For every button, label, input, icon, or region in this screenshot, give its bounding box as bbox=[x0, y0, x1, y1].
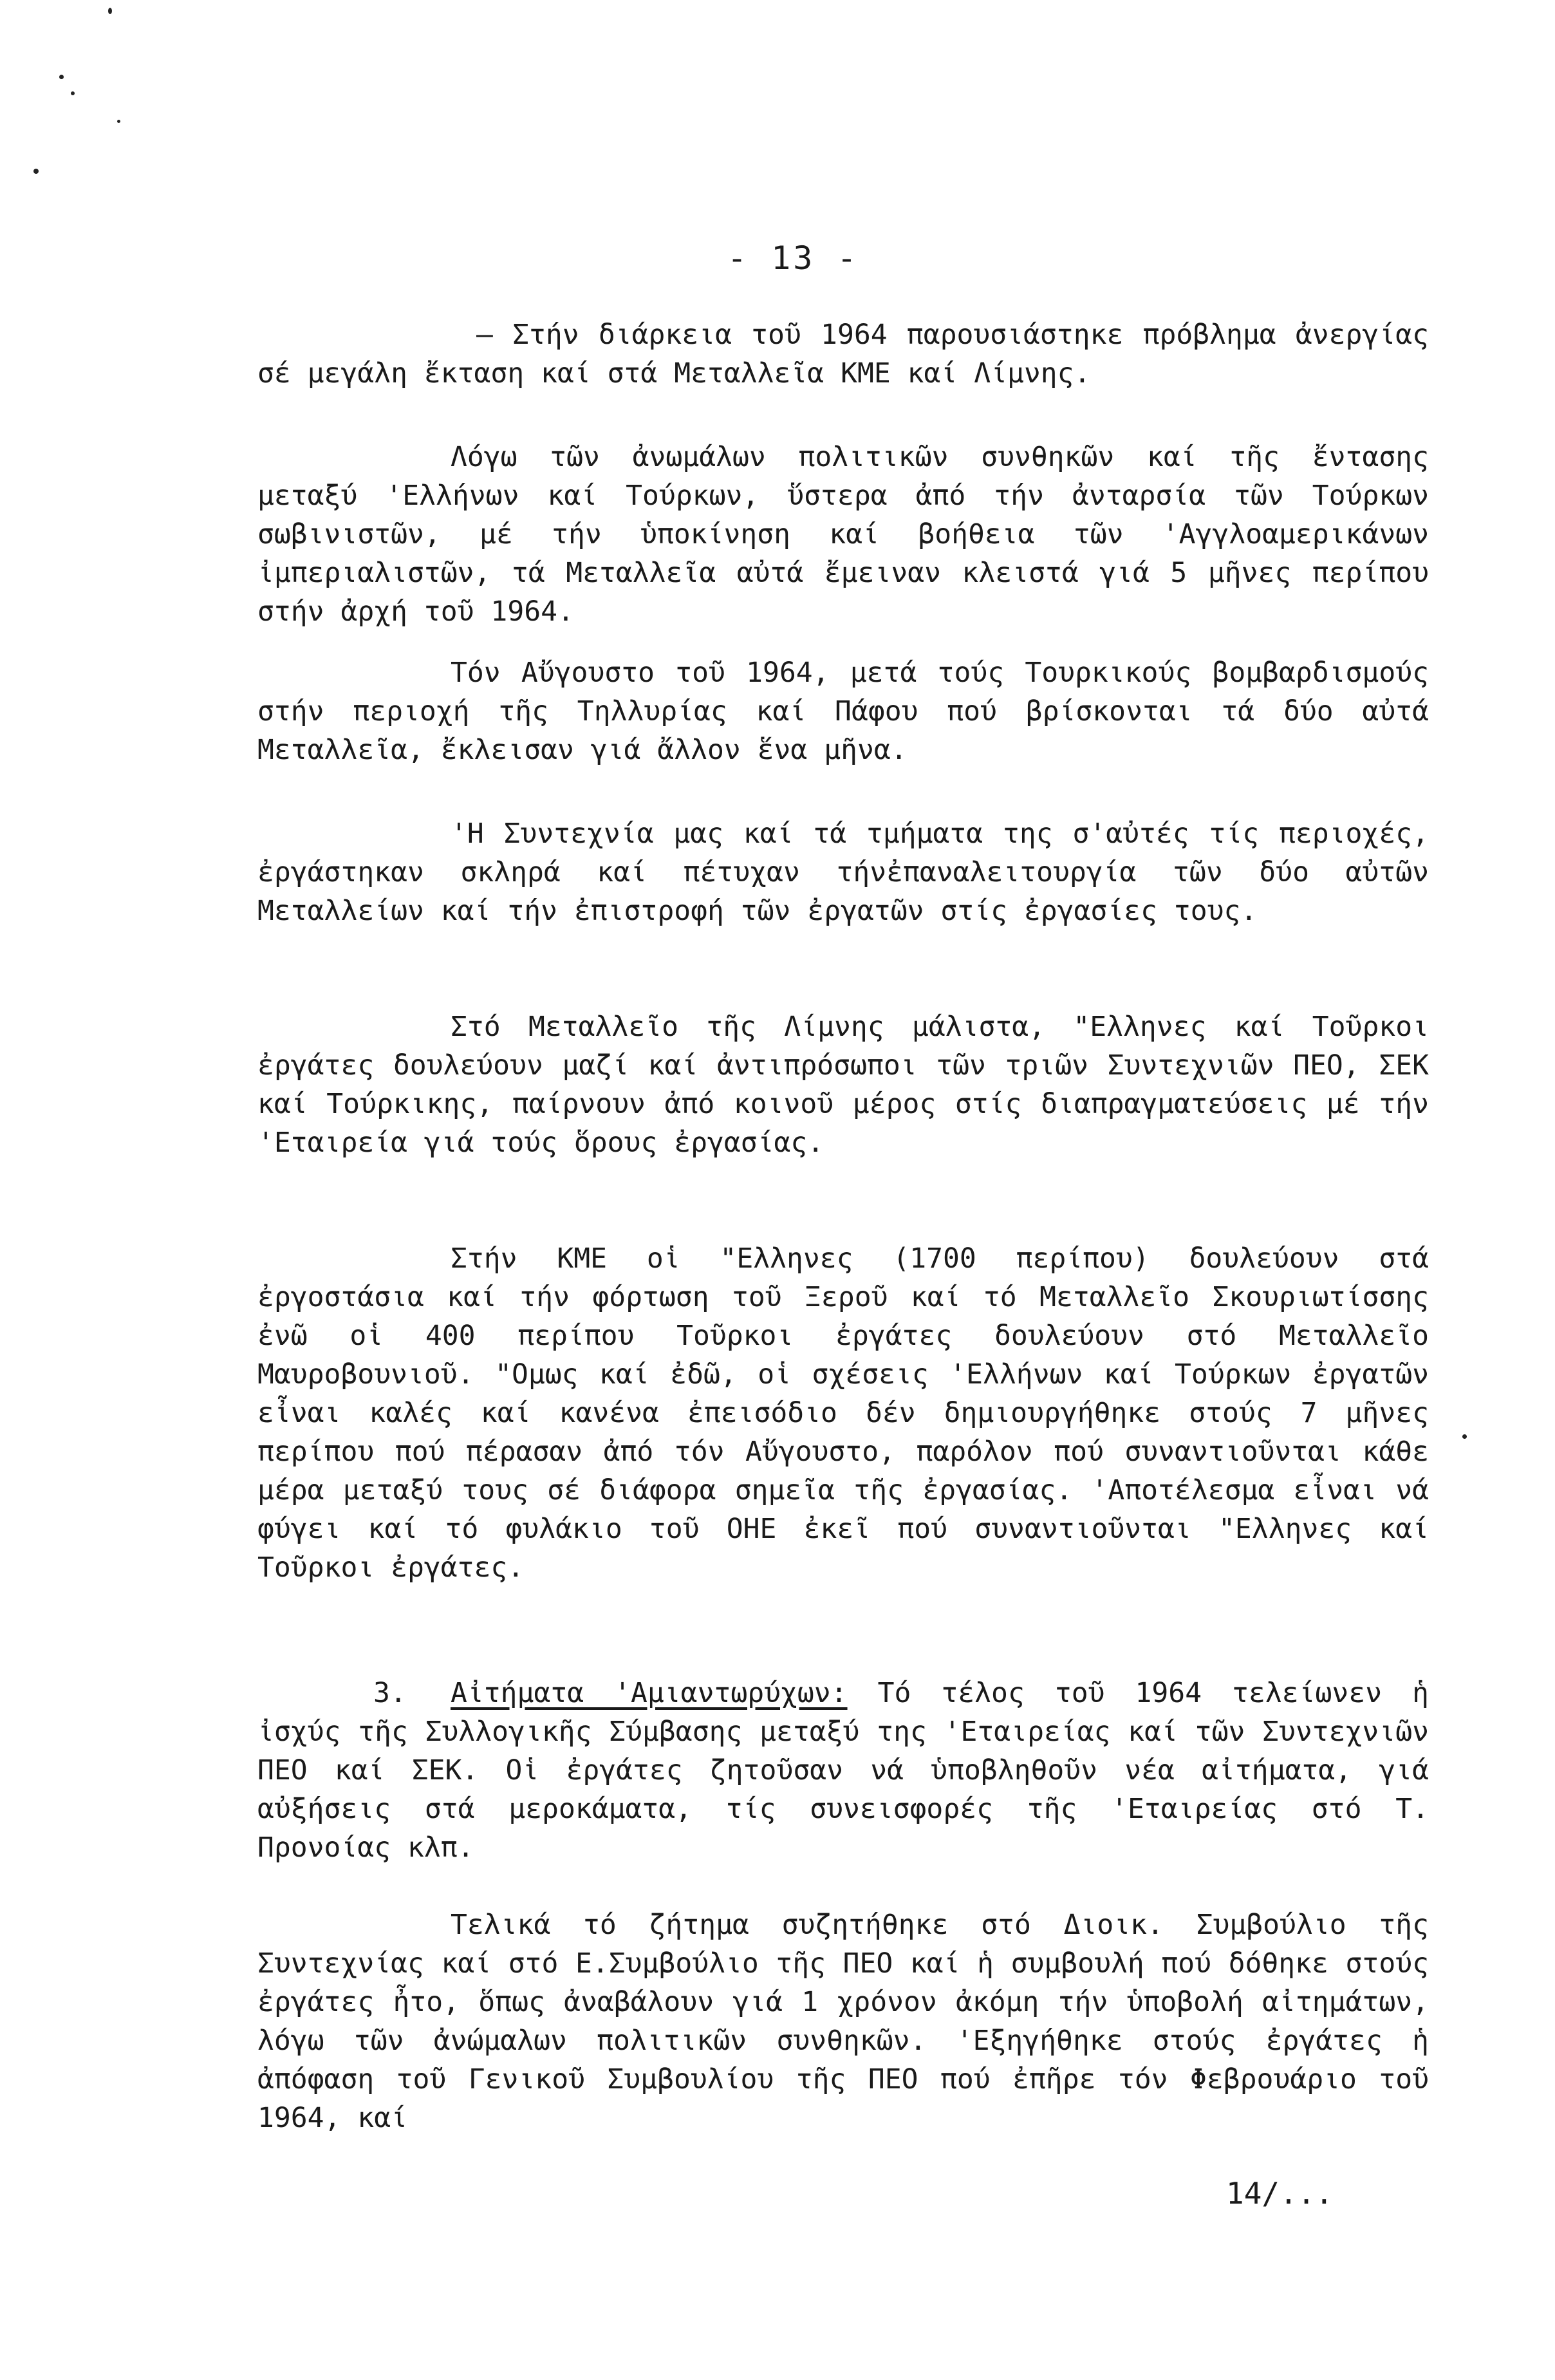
scan-speck bbox=[33, 169, 39, 174]
scan-speck bbox=[59, 75, 64, 79]
paragraph-4: 'Η Συντεχνία μας καί τά τμήματα της σ'αὐτές τίς περιοχές, ἐργάστηκαν σκληρά καί πέτυχαν τήνἐπαναλειτουργία τῶν δύο αὐτῶν Μεταλλείων καί τήν ἐπιστροφή τῶν ἐργατῶν στίς ἐργασίες τους. bbox=[257, 818, 1429, 927]
section-number: 3. bbox=[373, 1677, 407, 1709]
continuation-marker: 14/... bbox=[1226, 2176, 1334, 2211]
paragraph-3: Τόν Αὔγουστο τοῦ 1964, μετά τούς Τουρκικούς βομβαρδισμούς στήν περιοχή τῆς Τηλλυρίας καί Πάφου πού βρίσκονται τά δύο αὐτά Μεταλλεῖα, ἔκλεισαν γιά ἄλλον ἕνα μῆνα. bbox=[257, 657, 1429, 766]
scan-speck bbox=[108, 8, 112, 14]
section-title: Αἰτήματα 'Αμιαντωρύχων: bbox=[451, 1677, 848, 1709]
page-number: - 13 - bbox=[727, 239, 859, 277]
scan-speck bbox=[117, 120, 120, 123]
section-text: Τό τέλος τοῦ 1964 τελείωνεν ἡ ἰσχύς τῆς Συλλογικῆς Σύμβασης μεταξύ της 'Εταιρείας καί τῶν Συντεχνιῶν ΠΕΟ καί ΣΕΚ. Οἱ ἐργάτες ζητοῦσαν νά ὑποβληθοῦν νέα αἰτήματα, γιά αὐξήσεις στά μεροκάματα, τίς συνεισφορές τῆς 'Εταιρείας στό Τ. Προνοίας κλπ. bbox=[257, 1677, 1429, 1864]
scan-speck bbox=[1462, 1434, 1467, 1439]
paragraph-5: Στό Μεταλλεῖο τῆς Λίμνης μάλιστα, "Ελληνες καί Τοῦρκοι ἐργάτες δουλεύουν μαζί καί ἀντιπρόσωποι τῶν τριῶν Συντεχνιῶν ΠΕΟ, ΣΕΚ καί Τούρκικης, παίρνουν ἀπό κοινοῦ μέρος στίς διαπραγματεύσεις μέ τήν 'Εταιρεία γιά τούς ὅρους ἐργασίας. bbox=[257, 1011, 1429, 1159]
section-3-paragraph bbox=[257, 1674, 1429, 1867]
paragraph-2: Λόγω τῶν ἀνωμάλων πολιτικῶν συνθηκῶν καί τῆς ἔντασης μεταξύ 'Ελλήνων καί Τούρκων, ὕστερα ἀπό τήν ἀνταρσία τῶν Τούρκων σωβινιστῶν, μέ τήν ὑποκίνηση καί βοήθεια τῶν 'Αγγλοαμερικάνων ἰμπεριαλιστῶν, τά Μεταλλεῖα αὐτά ἔμειναν κλειστά γιά 5 μῆνες περίπου στήν ἀρχή τοῦ 1964. bbox=[257, 441, 1429, 628]
paragraph-6: Στήν ΚΜΕ οἱ "Ελληνες (1700 περίπου) δουλεύουν στά ἐργοστάσια καί τήν φόρτωση τοῦ Ξεροῦ καί τό Μεταλλεῖο Σκουριωτίσσης ἐνῶ οἱ 400 περίπου Τοῦρκοι ἐργάτες δουλεύουν στό Μεταλλεῖο Μαυροβουνιοῦ. "Ομως καί ἐδῶ, οἱ σχέσεις 'Ελλήνων καί Τούρκων ἐργατῶν εἶναι καλές καί κανένα ἐπεισόδιο δέν δημιουργήθηκε στούς 7 μῆνες περίπου πού πέρασαν ἀπό τόν Αὔγουστο, παρόλον πού συναντιοῦνται κάθε μέρα μεταξύ τους σέ διάφορα σημεῖα τῆς ἐργασίας. 'Αποτέλεσμα εἶναι νά φύγει καί τό φυλάκιο τοῦ ΟΗΕ ἐκεῖ πού συναντιοῦνται "Ελληνες καί Τοῦρκοι ἐργάτες. bbox=[257, 1242, 1429, 1584]
scan-speck bbox=[71, 91, 75, 95]
final-paragraph: Τελικά τό ζήτημα συζητήθηκε στό Διοικ. Συμβούλιο τῆς Συντεχνίας καί στό Ε.Συμβούλιο τῆς ΠΕΟ καί ἡ συμβουλή πού δόθηκε στούς ἐργάτες ἦτο, ὅπως ἀναβάλουν γιά 1 χρόνον ἀκόμη τήν ὑποβολή αἰτημάτων, λόγω τῶν ἀνώμαλων πολιτικῶν συνθηκῶν. 'Εξηγήθηκε στούς ἐργάτες ἡ ἀπόφαση τοῦ Γενικοῦ Συμβουλίου τῆς ΠΕΟ πού ἐπῆρε τόν Φεβρουάριο τοῦ 1964, καί bbox=[257, 1909, 1429, 2134]
paragraph-1: – Στήν διάρκεια τοῦ 1964 παρουσιάστηκε πρόβλημα ἀνεργίας σέ μεγάλη ἔκταση καί στά Μεταλλεῖα ΚΜΕ καί Λίμνης. bbox=[257, 319, 1429, 389]
